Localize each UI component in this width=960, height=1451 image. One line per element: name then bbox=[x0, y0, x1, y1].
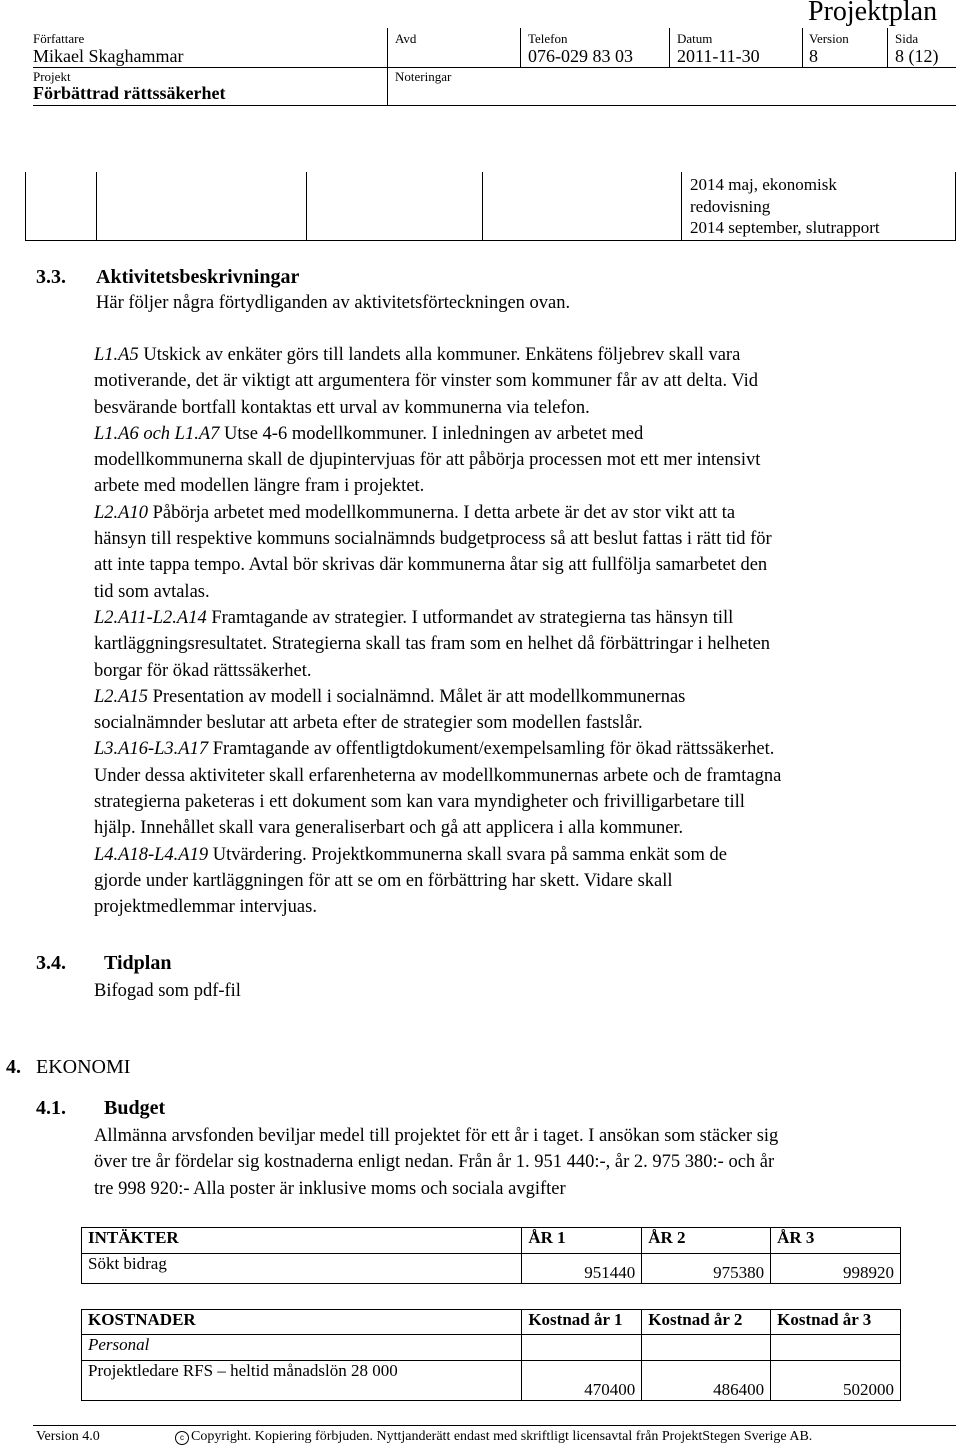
activity-line: tid som avtalas. bbox=[94, 581, 210, 602]
activity-line: kartläggningsresultatet. Strategierna skall tas fram som en helhet då förbättringar i helheten bbox=[94, 634, 771, 655]
phone-label: Telefon bbox=[528, 31, 568, 46]
table-cell: 502000 bbox=[771, 1361, 901, 1401]
section-intro: Här följer några förtydliganden av aktivitetsförteckningen ovan. bbox=[96, 293, 571, 313]
footer-copyright bbox=[175, 1429, 812, 1445]
activity-code: L1.A6 och L1.A7 bbox=[94, 423, 220, 444]
table-header: ÅR 1 bbox=[522, 1228, 642, 1254]
table-header: ÅR 2 bbox=[642, 1228, 771, 1254]
activity-line: att inte tappa tempo. Avtal bör skrivas där kommunerna åtar sig att fullfölja samarbetet den bbox=[94, 555, 768, 576]
document-title: Projektplan bbox=[808, 0, 938, 27]
author-label: Författare bbox=[33, 31, 85, 46]
project-label: Projekt bbox=[33, 69, 71, 84]
section-number: 3.3. bbox=[36, 266, 66, 288]
table-cell: 998920 bbox=[771, 1254, 901, 1284]
table-header-row bbox=[82, 1228, 901, 1254]
activity-line: hänsyn till respektive kommuns socialnämnds budgetprocess så att beslut fattas i rätt tid för bbox=[94, 529, 772, 550]
activity-line: arbete med modellen längre fram i projektet. bbox=[94, 476, 425, 497]
cost-table bbox=[81, 1309, 901, 1401]
section-text: Bifogad som pdf-fil bbox=[94, 981, 241, 1001]
page-value: 8 (12) bbox=[895, 46, 939, 66]
table-header: INTÄKTER bbox=[82, 1228, 522, 1254]
section-heading: EKONOMI bbox=[36, 1056, 131, 1078]
activity-line: borgar för ökad rättssäkerhet. bbox=[94, 660, 312, 681]
section-number: 4.1. bbox=[36, 1097, 66, 1119]
activity-code: L3.A16-L3.A17 bbox=[94, 739, 209, 760]
activity-line: L2.A15 Presentation av modell i socialnämnd. Målet är att modellkommunernas bbox=[94, 686, 686, 707]
version-label: Version bbox=[809, 31, 849, 46]
copyright-text: Copyright. Kopiering förbjuden. Nyttjanderätt endast med skriftligt licensavtal från ProjektStegen Sverige AB. bbox=[191, 1429, 813, 1444]
table-row bbox=[82, 1254, 901, 1284]
table-cell: 975380 bbox=[642, 1254, 771, 1284]
table-cell: 951440 bbox=[522, 1254, 642, 1284]
activity-code: L2.A11-L2.A14 bbox=[94, 607, 207, 628]
table-category: Personal bbox=[82, 1335, 522, 1361]
footer-rule bbox=[33, 1425, 956, 1426]
activity-list bbox=[94, 342, 781, 921]
top-table-cell bbox=[690, 174, 880, 239]
activity-line: L1.A6 och L1.A7 Utse 4-6 modellkommuner. I inledningen av arbetet med bbox=[94, 423, 644, 444]
activity-line: L2.A11-L2.A14 Framtagande av strategier. I utformandet av strategierna tas hänsyn till bbox=[94, 607, 734, 628]
activity-code: L4.A18-L4.A19 bbox=[94, 844, 209, 865]
table-row bbox=[82, 1335, 901, 1361]
activity-line: hjälp. Innehållet skall vara generaliserbart och gå att applicera i alla kommuner. bbox=[94, 818, 684, 839]
budget-line: över tre år fördelar sig kostnaderna enligt nedan. Från år 1. 951 440:-, år 2. 975 380:- och år bbox=[94, 1152, 775, 1173]
section-heading: Tidplan bbox=[104, 952, 172, 974]
activity-line: gjorde under kartläggningen för att se om en förbättring har skett. Vidare skall bbox=[94, 870, 673, 891]
table-cell-line: 2014 maj, ekonomisk bbox=[690, 175, 837, 194]
activity-code: L1.A5 bbox=[94, 345, 139, 365]
table-header: KOSTNADER bbox=[82, 1310, 522, 1335]
table-header: ÅR 3 bbox=[771, 1228, 901, 1254]
copyright-icon: c bbox=[175, 1431, 189, 1445]
section-heading: Aktivitetsbeskrivningar bbox=[96, 266, 300, 288]
table-header-row bbox=[82, 1310, 901, 1335]
header-bottom-rule bbox=[33, 105, 956, 106]
footer-version: Version 4.0 bbox=[36, 1429, 100, 1444]
activity-line: motiverande, det är viktigt att argumentera för vinster som kommuner får av att delta. Vid bbox=[94, 371, 759, 392]
header-col-divider bbox=[802, 28, 803, 68]
activity-line: modellkommunerna skall de djupintervjuas för att påbörja processen mot ett mer intensivt bbox=[94, 450, 761, 471]
activity-line: L4.A18-L4.A19 Utvärdering. Projektkommunerna skall svara på samma enkät som de bbox=[94, 844, 727, 865]
activity-code: L2.A10 bbox=[94, 502, 148, 523]
table-cell: 486400 bbox=[642, 1361, 771, 1401]
version-value: 8 bbox=[809, 46, 818, 66]
notes-label: Noteringar bbox=[395, 69, 452, 84]
activity-line: projektmedlemmar intervjuas. bbox=[94, 897, 317, 918]
phone-value: 076-029 83 03 bbox=[528, 46, 633, 66]
table-header: Kostnad år 3 bbox=[771, 1310, 901, 1335]
activity-line: L2.A10 Påbörja arbetet med modellkommunerna. I detta arbete är det av stor vikt att ta bbox=[94, 502, 736, 523]
author-value: Mikael Skaghammar bbox=[33, 46, 184, 66]
section-heading: Budget bbox=[104, 1097, 166, 1119]
activity-line: L3.A16-L3.A17 Framtagande av offentligtdokument/exempelsamling för ökad rättssäkerhet. bbox=[94, 739, 775, 760]
activity-line: socialnämnder beslutar att arbeta efter de strategier som modellen fastslår. bbox=[94, 713, 643, 734]
page-label: Sida bbox=[895, 31, 919, 46]
section-number: 3.4. bbox=[36, 952, 66, 974]
table-cell: 470400 bbox=[522, 1361, 642, 1401]
budget-line: tre 998 920:- Alla poster är inklusive moms och sociala avgifter bbox=[94, 1178, 566, 1199]
table-header: Kostnad år 2 bbox=[642, 1310, 771, 1335]
activity-line: besvärande bortfall kontaktas ett urval av kommunerna via telefon. bbox=[94, 397, 590, 418]
header-col-divider bbox=[669, 28, 670, 68]
header-col-divider bbox=[387, 28, 388, 106]
header-divider bbox=[33, 67, 956, 68]
table-cell: Sökt bidrag bbox=[82, 1254, 522, 1284]
table-header: Kostnad år 1 bbox=[522, 1310, 642, 1335]
activity-line: Under dessa aktiviteter skall erfarenheterna av modellkommunernas arbete och de framtagna bbox=[94, 765, 782, 786]
activity-line: L1.A5 Utskick av enkäter görs till landets alla kommuner. Enkätens följebrev skall vara bbox=[94, 345, 741, 365]
date-value: 2011-11-30 bbox=[677, 46, 760, 66]
table-cell-line: 2014 september, slutrapport bbox=[690, 218, 880, 237]
activity-code: L2.A15 bbox=[94, 686, 148, 707]
header-col-divider bbox=[887, 28, 888, 68]
header-col-divider bbox=[520, 28, 521, 68]
budget-text bbox=[94, 1123, 778, 1202]
table-cell-line: redovisning bbox=[690, 196, 771, 216]
section-number: 4. bbox=[6, 1056, 21, 1078]
project-value: Förbättrad rättssäkerhet bbox=[33, 83, 226, 103]
income-table bbox=[81, 1227, 901, 1284]
table-cell: Projektledare RFS – heltid månadslön 28 000 bbox=[82, 1361, 522, 1401]
dept-label: Avd bbox=[395, 31, 417, 46]
activity-line: strategierna paketeras i ett dokument som kan vara myndigheter och frivilligarbetare till bbox=[94, 792, 745, 813]
date-label: Datum bbox=[677, 31, 713, 46]
table-row bbox=[82, 1361, 901, 1401]
budget-line: Allmänna arvsfonden beviljar medel till projektet för ett år i taget. I ansökan som stäcker sig bbox=[94, 1126, 779, 1146]
